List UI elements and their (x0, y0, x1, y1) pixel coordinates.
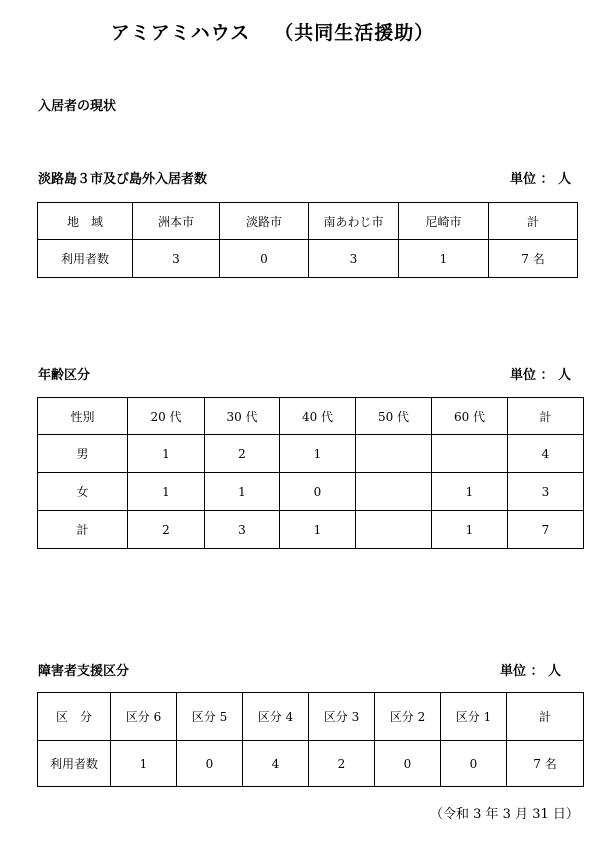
table-cell: 1 (280, 511, 356, 549)
table-cell: 1 (205, 473, 280, 511)
table-cell: 7 (508, 511, 584, 549)
table-cell: 4 (508, 435, 584, 473)
table-header-cell: 淡路市 (220, 203, 309, 240)
title-sub: （共同生活援助） (274, 22, 435, 44)
table-cell: 0 (280, 473, 356, 511)
table-cell: 1 (280, 435, 356, 473)
table-cell: 2 (309, 741, 375, 787)
page-title (0, 18, 545, 45)
table-header-cell: 区分 5 (177, 693, 243, 741)
support-level-table (37, 692, 584, 787)
area-table (37, 202, 578, 278)
table1-heading: 淡路島３市及び島外入居者数 (38, 172, 208, 187)
table3-unit: 単位 ： 人 (500, 664, 562, 679)
table-cell: 利用者数 (38, 741, 111, 787)
table-header-cell: 地 域 (38, 203, 133, 240)
section-title: 入居者の現状 (38, 99, 117, 114)
table-cell: 1 (128, 473, 205, 511)
table-header-cell: 50 代 (356, 398, 432, 435)
table-header-row (38, 693, 584, 741)
table-header-cell: 計 (489, 203, 578, 240)
table-header-cell: 計 (507, 693, 584, 741)
table-cell: 計 (38, 511, 128, 549)
title-main: アミアミハウス (110, 22, 251, 44)
table-cell: 0 (177, 741, 243, 787)
table-header-cell: 性別 (38, 398, 128, 435)
age-table (37, 397, 584, 549)
table-row (38, 473, 584, 511)
table-header-cell: 尼崎市 (399, 203, 489, 240)
table-header-cell: 区分 2 (375, 693, 441, 741)
table2-heading: 年齢区分 (38, 368, 91, 383)
table-cell: 4 (243, 741, 309, 787)
table-header-cell: 洲本市 (133, 203, 220, 240)
table-header-cell: 40 代 (280, 398, 356, 435)
table-cell: 1 (399, 240, 489, 278)
table-header-cell: 区分 4 (243, 693, 309, 741)
table-cell: 2 (205, 435, 280, 473)
table-cell (356, 511, 432, 549)
table-cell: 1 (432, 511, 508, 549)
table-row (38, 240, 578, 278)
table-cell (356, 435, 432, 473)
table-cell: 0 (375, 741, 441, 787)
table-header-cell: 区 分 (38, 693, 111, 741)
table-header-row (38, 398, 584, 435)
table1-unit: 単位 ： 人 (510, 172, 572, 187)
table-cell: 7 名 (507, 741, 584, 787)
table-row (38, 435, 584, 473)
table-cell: 1 (432, 473, 508, 511)
table-header-cell: 計 (508, 398, 584, 435)
table3-heading: 障害者支援区分 (38, 664, 130, 679)
table2-unit: 単位 ： 人 (510, 368, 572, 383)
table-cell: 3 (508, 473, 584, 511)
table-cell (432, 435, 508, 473)
table-cell: 女 (38, 473, 128, 511)
table-row (38, 511, 584, 549)
footer-date: （令和 3 年 3 月 31 日） (430, 807, 579, 822)
table-header-row (38, 203, 578, 240)
table-cell: 3 (133, 240, 220, 278)
table-header-cell: 60 代 (432, 398, 508, 435)
table-row (38, 741, 584, 787)
table-cell: 0 (441, 741, 507, 787)
table-header-cell: 南あわじ市 (309, 203, 399, 240)
table-header-cell: 20 代 (128, 398, 205, 435)
table-cell (356, 473, 432, 511)
table-header-cell: 区分 1 (441, 693, 507, 741)
table-cell: 1 (128, 435, 205, 473)
table-cell: 1 (111, 741, 177, 787)
table-cell: 利用者数 (38, 240, 133, 278)
table-cell: 男 (38, 435, 128, 473)
table-cell: 7 名 (489, 240, 578, 278)
table-cell: 3 (205, 511, 280, 549)
table-cell: 3 (309, 240, 399, 278)
table-header-cell: 30 代 (205, 398, 280, 435)
table-header-cell: 区分 3 (309, 693, 375, 741)
table-cell: 2 (128, 511, 205, 549)
table-cell: 0 (220, 240, 309, 278)
table-header-cell: 区分 6 (111, 693, 177, 741)
